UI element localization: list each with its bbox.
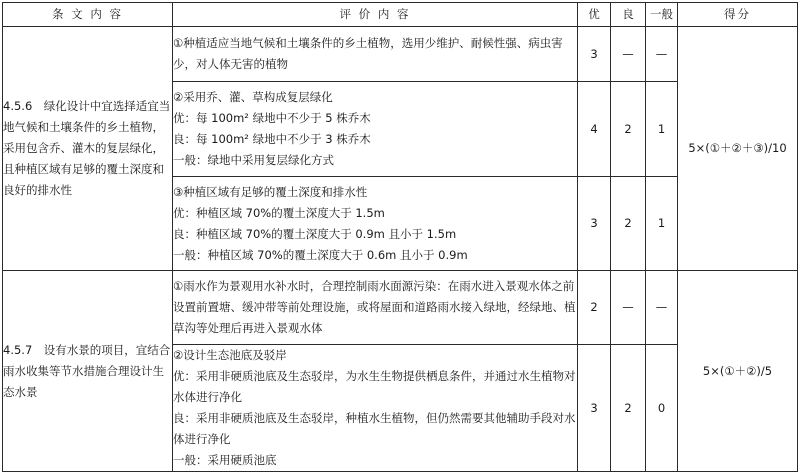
criteria-line: 一般：绿地中采用复层绿化方式 — [173, 153, 334, 167]
criteria-line: 良：采用非硬质池底及生态驳岸，种植水生植物，但仍然需要其他辅助手段对水体进行净化 — [173, 411, 576, 446]
criteria-line: ①雨水作为景观用水补水时，合理控制雨水面源污染：在雨水进入景观水体之前设置前置塘、缓冲带等前处理设施，或将屋面和道路雨水接入绿地，经绿地、植草沟等处理后再进入景观水体 — [173, 279, 576, 335]
criteria-cell — [173, 82, 578, 177]
general-score: — — [646, 27, 678, 82]
criteria-cell — [173, 27, 578, 82]
criteria-line: 优：种植区域 70%的覆土深度大于 1.5m — [173, 205, 385, 220]
good-score: 2 — [611, 345, 646, 472]
criteria-line: 良：种植区域 70%的覆土深度大于 0.9m 且小于 1.5m — [173, 226, 457, 241]
score-formula: 5×(①＋②)/5 — [678, 271, 798, 472]
criteria-line: ②设计生态池底及驳岸 — [173, 348, 287, 362]
excellent-score: 3 — [578, 27, 611, 82]
general-score: 1 — [646, 82, 678, 177]
general-score: — — [646, 271, 678, 345]
header-row — [3, 3, 798, 27]
evaluation-table — [2, 2, 798, 472]
header-criteria: 评 价 内 容 — [173, 3, 578, 27]
criteria-line: 优：每 100m² 绿地中不少于 5 株乔木 — [173, 111, 371, 125]
criteria-line: 优：采用非硬质池底及生态驳岸，为水生生物提供栖息条件，并通过水生植物对水体进行净化 — [173, 369, 576, 404]
table-row — [3, 271, 798, 345]
header-clause: 条 文 内 容 — [3, 3, 173, 27]
clause-cell: 4.5.6 绿化设计中宜选择适宜当地气候和土壤条件的乡土植物，采用包含乔、灌木的复层绿化，且种植区域有足够的覆土深度和良好的排水性 — [3, 27, 173, 271]
criteria-cell — [173, 271, 578, 345]
good-score: — — [611, 27, 646, 82]
criteria-line: ②采用乔、灌、草构成复层绿化 — [173, 90, 333, 104]
general-score: 0 — [646, 345, 678, 472]
excellent-score: 3 — [578, 177, 611, 271]
table-row — [3, 27, 798, 82]
criteria-line: 良：每 100m² 绿地中不少于 3 株乔木 — [173, 132, 371, 146]
header-excellent: 优 — [578, 3, 611, 27]
good-score: 2 — [611, 177, 646, 271]
good-score: 2 — [611, 82, 646, 177]
criteria-cell — [173, 345, 578, 472]
criteria-cell — [173, 177, 578, 271]
excellent-score: 3 — [578, 345, 611, 472]
header-score: 得分 — [678, 3, 798, 27]
excellent-score: 4 — [578, 82, 611, 177]
criteria-line: 一般：采用硬质池底 — [173, 453, 277, 467]
clause-cell: 4.5.7 设有水景的项目，宜结合雨水收集等节水措施合理设计生态水景 — [3, 271, 173, 472]
excellent-score: 2 — [578, 271, 611, 345]
score-formula: 5×(①＋②＋③)/10 — [678, 27, 798, 271]
header-general: 一般 — [646, 3, 678, 27]
header-good: 良 — [611, 3, 646, 27]
criteria-line: ③种植区域有足够的覆土深度和排水性 — [173, 184, 368, 199]
good-score: — — [611, 271, 646, 345]
criteria-line: ①种植适应当地气候和土壤条件的乡土植物，选用少维护、耐候性强、病虫害少，对人体无害的植物 — [173, 36, 563, 71]
general-score: 1 — [646, 177, 678, 271]
criteria-line: 一般：种植区域 70%的覆土深度大于 0.6m 且小于 0.9m — [173, 247, 468, 262]
